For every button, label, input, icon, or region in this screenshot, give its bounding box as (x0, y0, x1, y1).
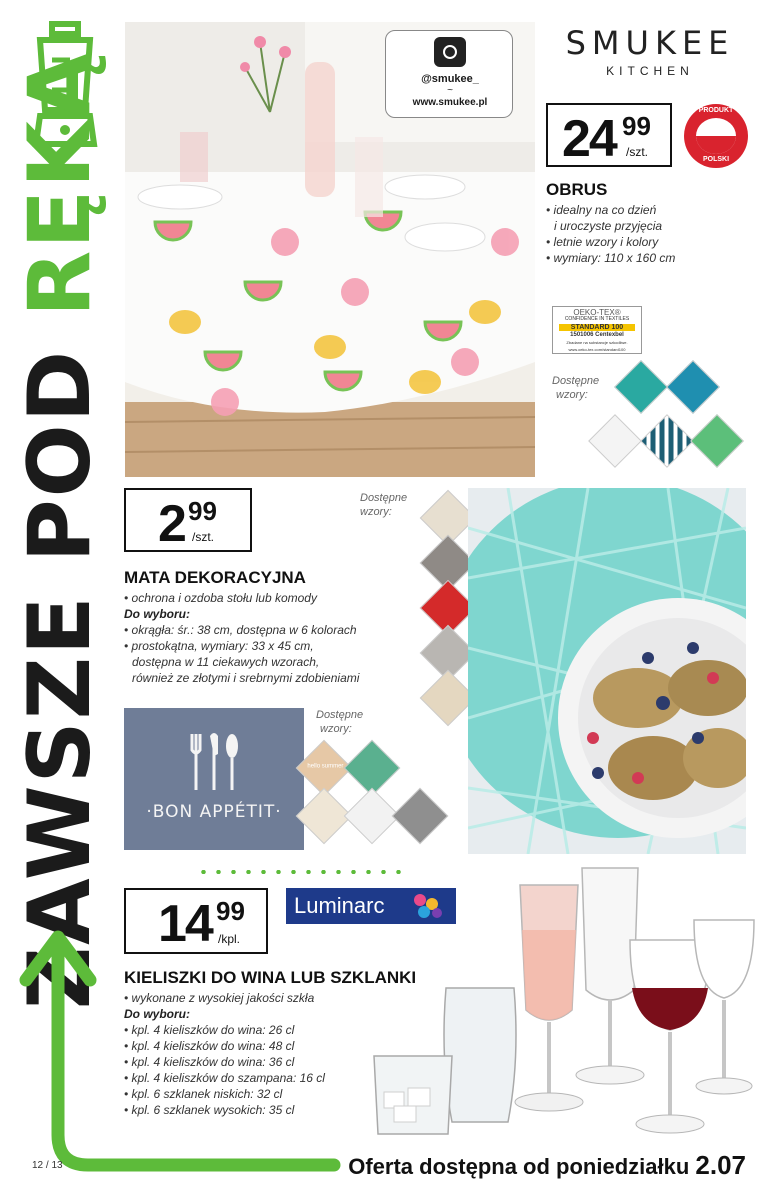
footer-date: 2.07 (695, 1150, 746, 1180)
mat-text: ·BON APPÉTIT· (146, 802, 282, 822)
brand-logo (540, 24, 760, 84)
placemat-photo (468, 488, 746, 854)
product-bullets-obrus: • idealny na co dzień i uroczyste przyjęcia • letnie wzory i kolory • wymiary: 110 x 160 cm (546, 203, 676, 265)
rect-mat-swatch-5 (392, 788, 449, 845)
price-main: 14 (158, 895, 212, 953)
bon-appetit-mat (124, 708, 304, 850)
price-main: 2 (158, 495, 185, 553)
social-url: www.smukee.pl (412, 97, 488, 108)
badge-top: PRODUKT (698, 107, 734, 114)
pattern-swatch-3 (588, 414, 642, 468)
badge-bottom: POLSKI (702, 156, 730, 163)
pattern-swatch-2 (666, 360, 720, 414)
price-cents: 99 (622, 111, 651, 141)
pattern-swatch-4 (640, 414, 694, 468)
page-number: 12 / 13 (32, 1160, 63, 1171)
glassware-photo (368, 860, 758, 1145)
polish-product-badge (684, 104, 748, 168)
price-unit: /kpl. (218, 932, 241, 946)
product-bullets-mata: • ochrona i ozdoba stołu lub komody Do wyboru: • okrągła: śr.: 38 cm, dostępna w 6 kolorach • prostokątna, wymiary: 33 x 45 cm, dostępna w 11 ciekawych wzorach, również ze złotymi i srebrnymi zdobieniami (124, 591, 360, 685)
instagram-icon (434, 37, 466, 67)
price-unit: /szt. (192, 530, 215, 544)
brand-name: SMUKEE (565, 24, 735, 62)
product-title-kieliszki: KIELISZKI DO WINA LUB SZKLANKI (124, 968, 417, 987)
available-patterns-label-obrus: Dostępne wzory: (552, 375, 600, 401)
available-patterns-label-round: Dostępne wzory: (360, 492, 408, 518)
offer-footer (348, 1150, 746, 1181)
brand-sub: KITCHEN (606, 64, 694, 78)
product-bullets-kieliszki: • wykonane z wysokiej jakości szkła Do wyboru: • kpl. 4 kieliszków do wina: 26 cl • kpl. 4 kieliszków do wina: 48 cl • kpl. 4 kieliszków do wina: 36 cl • kpl. 4 kieliszków do szampana: 16 cl • kpl. 6 szklanek niskich: 32 cl • kpl. 6 szklanek wysokich: 35 cl (124, 991, 325, 1117)
footer-text: Oferta dostępna od poniedziałku (348, 1154, 696, 1179)
slogan-part1: ZAWSZE POD (10, 316, 110, 1010)
pattern-swatch-1 (614, 360, 668, 414)
price-cents: 99 (188, 496, 217, 526)
available-patterns-label-rect: Dostępne wzory: (316, 709, 364, 735)
social-box (385, 30, 513, 118)
product-title-obrus: OBRUS (546, 180, 608, 199)
price-main: 24 (562, 110, 616, 168)
price-cents: 99 (216, 896, 245, 926)
luminarc-logo: Luminarc (286, 888, 456, 924)
price-box-kieliszki (124, 888, 268, 954)
cutlery-icon (190, 732, 240, 792)
social-sep: ~ (447, 85, 453, 96)
pattern-swatch-5 (690, 414, 744, 468)
price-unit: /szt. (626, 145, 649, 159)
price-box-mata (124, 488, 252, 552)
social-handle: @smukee_ (421, 73, 479, 85)
oeko-tex-label: OEKO-TEX® CONFIDENCE IN TEXTILES STANDARD 100 1501006 Centexbel Zbadane na substancje szkodliwe. www.oeko-tex.com/standard100 (552, 306, 642, 354)
slogan-part2: RĘKĄ (10, 50, 110, 317)
vertical-slogan (10, 50, 110, 1010)
product-title-mata: MATA DEKORACYJNA (124, 568, 306, 587)
rect-mat-swatch-1: hello summer (296, 740, 353, 797)
price-box-obrus (546, 103, 672, 167)
